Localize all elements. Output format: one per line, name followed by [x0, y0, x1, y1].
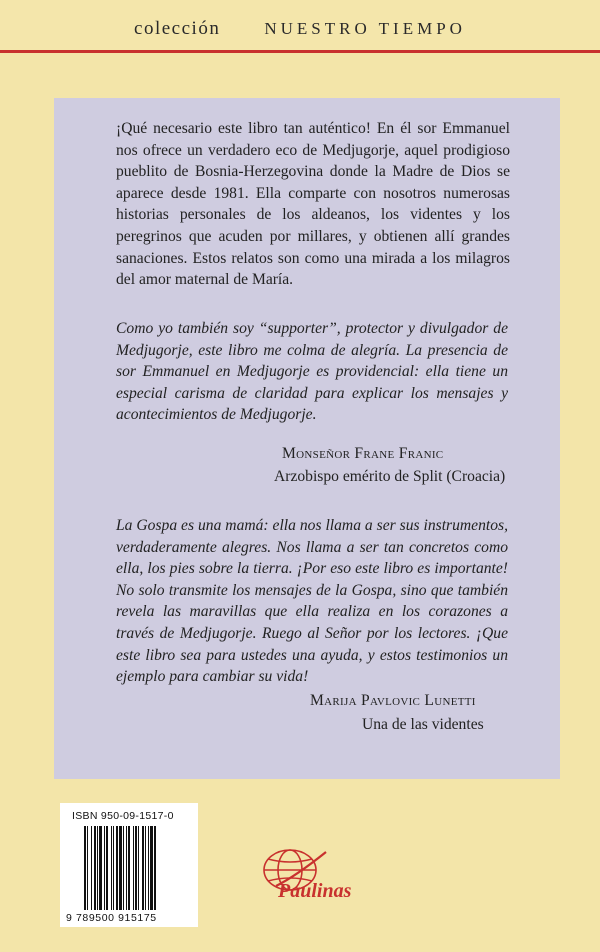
quote-1-role: Arzobispo emérito de Split (Croacia) — [274, 468, 506, 485]
barcode-digits: 9 789500 915175 — [66, 912, 157, 924]
quote-1-text: Como yo también soy “supporter”, protector y divulgador de Medjugorje, este libro me colma de alegría. La presencia de sor Emmanuel en Medjugorje es providencial: ella tiene un especial carisma de claridad para explicar los mensajes y acontecimientos de Medjugorje. — [116, 320, 508, 424]
series-name: NUESTRO TIEMPO — [264, 19, 466, 38]
barcode-icon — [84, 826, 188, 910]
quote-2-text: La Gospa es una mamá: ella nos llama a ser sus instrumentos, verdaderamente alegres. Nos llama a ser tan concretos como ella, los pies sobre la tierra. ¡Por eso este libro es importante! No solo transmite los mensajes de la Gospa, sino que también revela las maravillas que ella realiza en los corazones a través de Medjugorje. Ruego al Señor por los lectores. ¡Que este libro sea para ustedes una ayuda, y estos testimonios un ejemplo para cambiar su vida! — [116, 517, 508, 686]
header-divider — [0, 50, 600, 53]
quote-2-role: Una de las videntes — [362, 716, 484, 733]
isbn-label: ISBN 950-09-1517-0 — [72, 810, 174, 822]
quote-1-author: Monseñor Frane Franic — [282, 445, 444, 462]
series-header — [0, 0, 600, 50]
quote-2-author: Marija Pavlovic Lunetti — [310, 692, 476, 709]
collection-word: colección — [134, 18, 221, 39]
series-title — [0, 18, 600, 40]
publisher-name: Paulinas — [278, 880, 352, 902]
intro-paragraph: ¡Qué necesario este libro tan auténtico! En él sor Emmanuel nos ofrece un verdadero eco de Medjugorje, aquel prodigioso pueblito de Bosnia-Herzegovina donde la Madre de Dios se aparece desde 1981. Ella comparte con nosotros numerosas historias personales de los aldeanos, los videntes y los peregrinos que acuden por millares, y obtienen allí grandes sanaciones. Estos relatos son como una mirada a los milagros del amor maternal de María. — [116, 120, 510, 289]
